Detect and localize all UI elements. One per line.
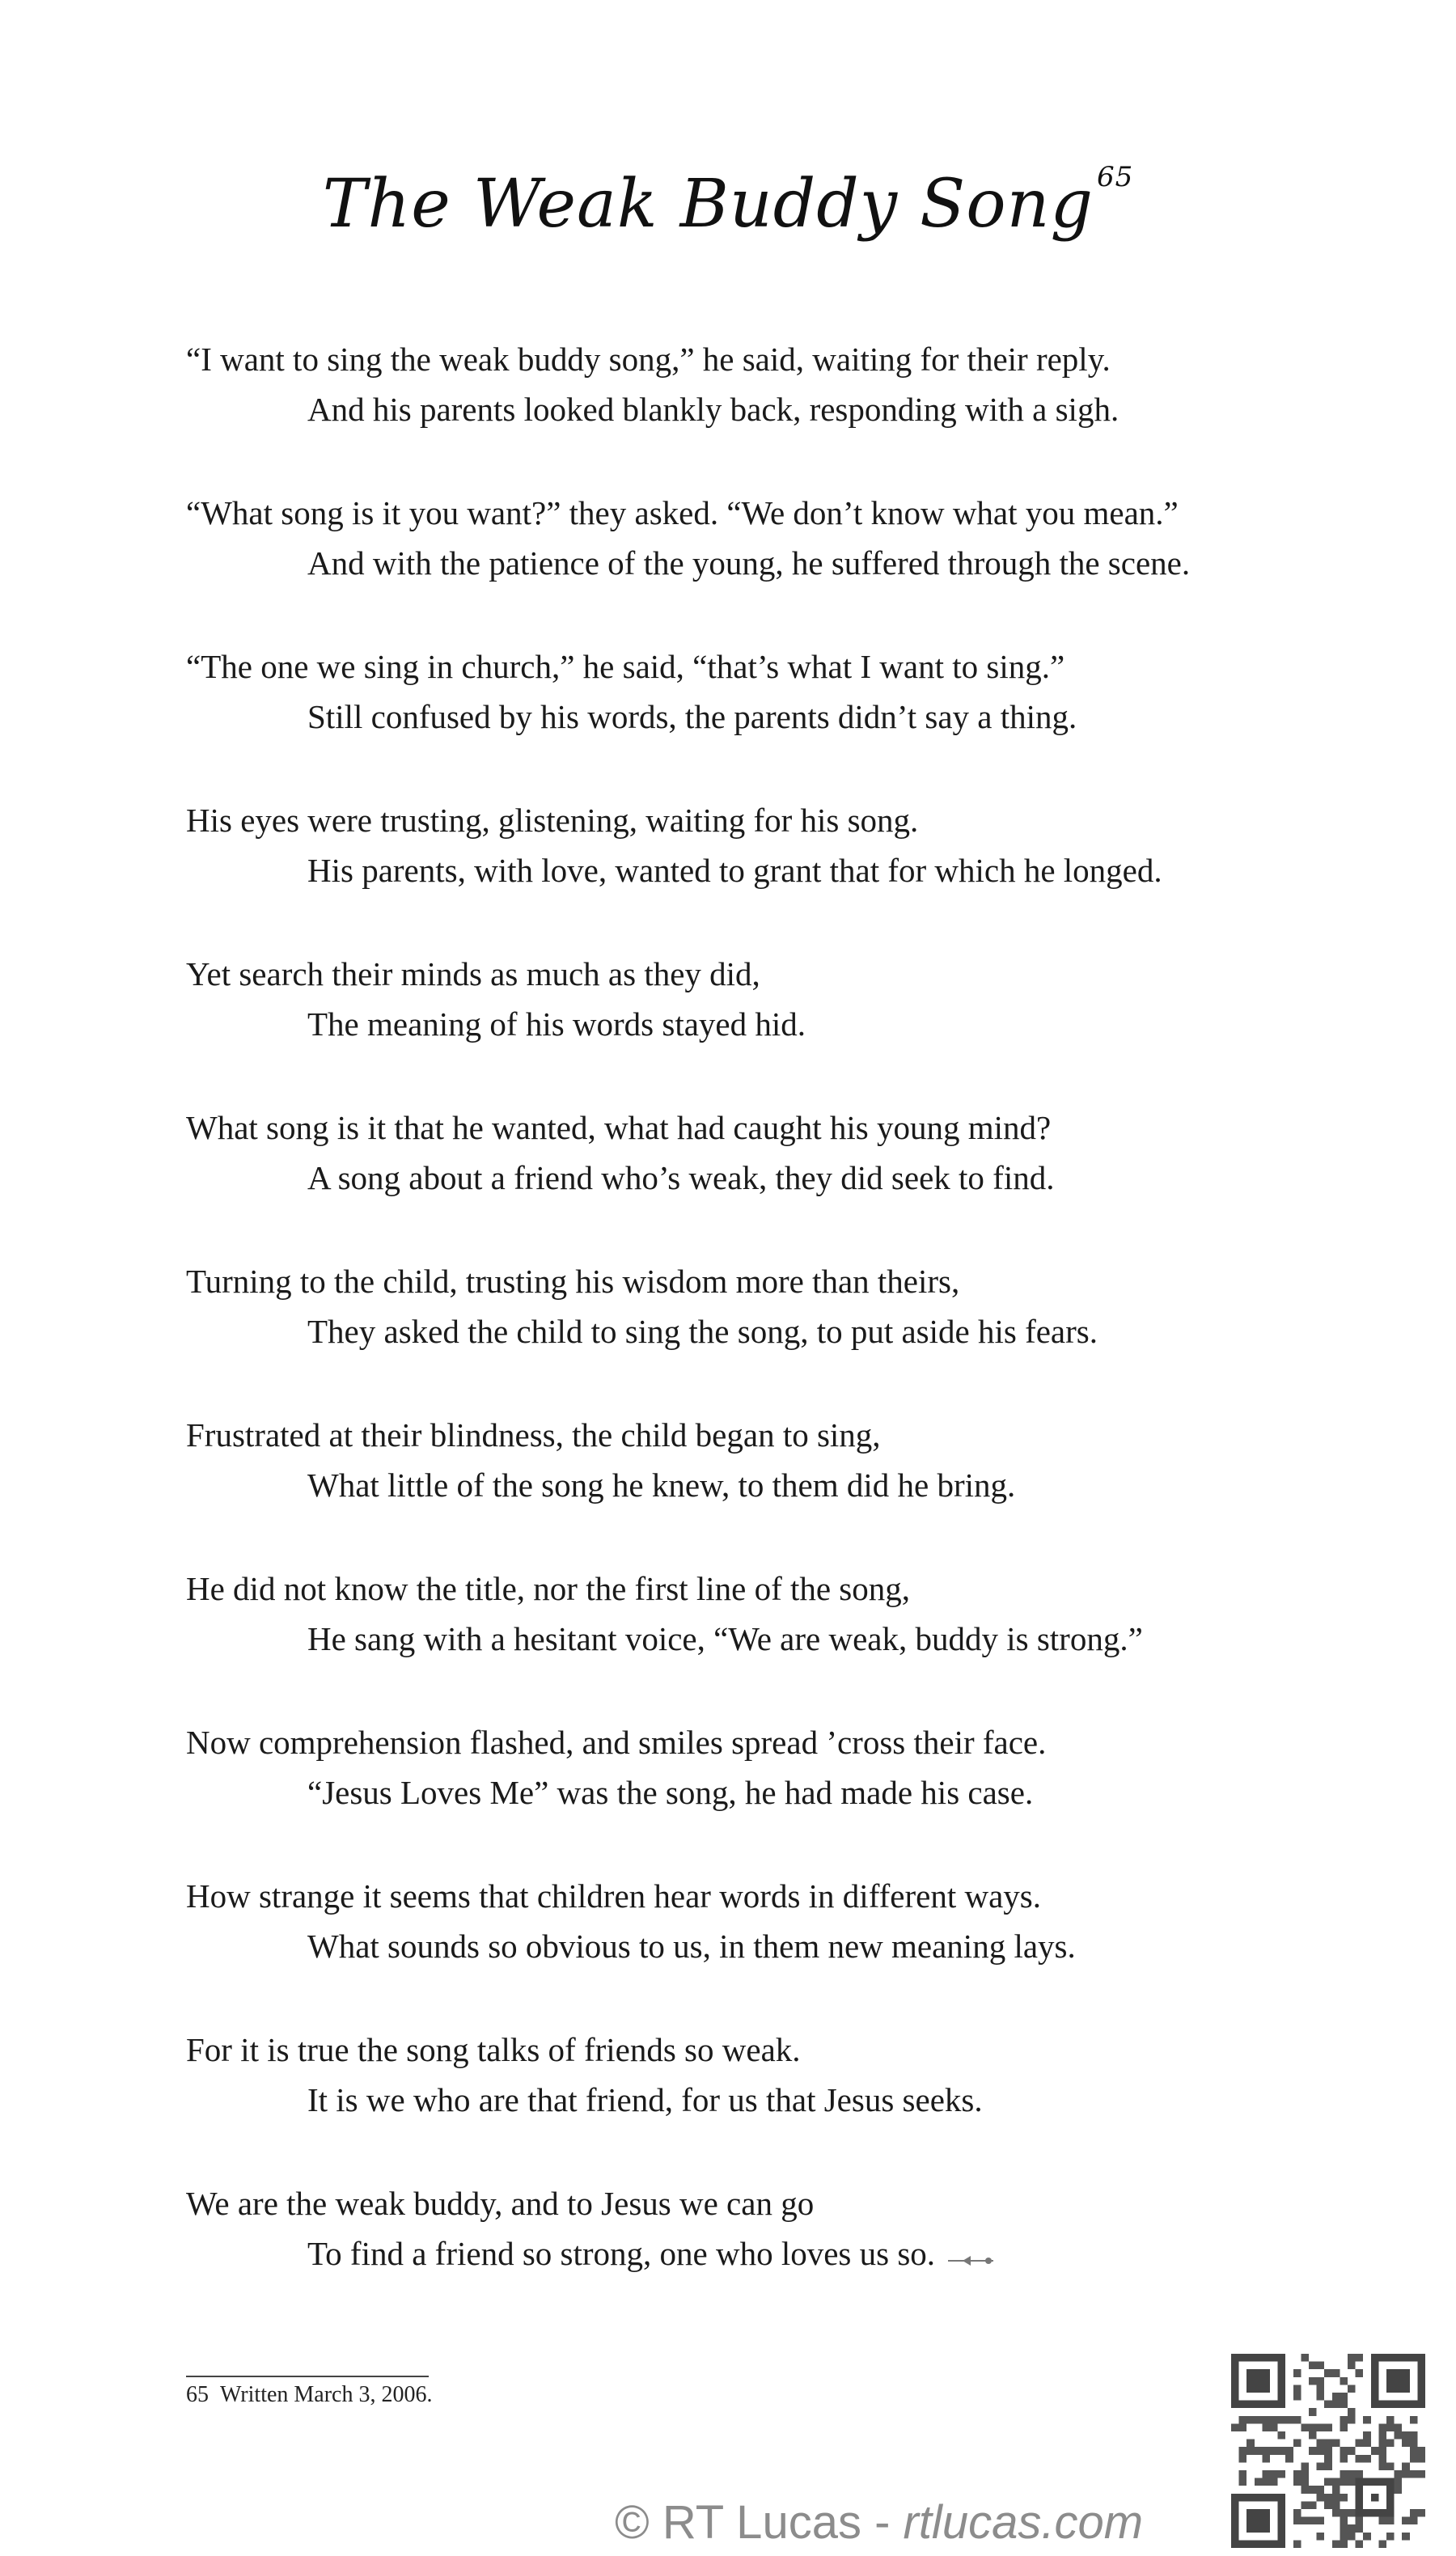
- stanza-line-second-text: They asked the child to sing the song, to put aside his fears.: [307, 1313, 1098, 1350]
- qr-code-icon[interactable]: [1231, 2354, 1425, 2548]
- copyright-notice: [615, 2495, 1143, 2550]
- stanza: [186, 488, 1335, 641]
- stanza-line-first: We are the weak buddy, and to Jesus we can go: [186, 2185, 815, 2222]
- stanza-line-second-text: It is we who are that friend, for us that Jesus seeks.: [307, 2081, 983, 2118]
- stanza-line-second: [186, 1767, 1335, 1818]
- stanza-line-first: His eyes were trusting, glistening, waiting for his song.: [186, 802, 919, 839]
- footnote-text: Written March 3, 2006.: [220, 2382, 433, 2407]
- stanza-line-second: [186, 2228, 1335, 2283]
- stanza-line-first: Frustrated at their blindness, the child began to sing,: [186, 1416, 881, 1454]
- title-footnote-ref: 65: [1096, 161, 1134, 193]
- stanza-line-second-text: To find a friend so strong, one who loves us so.: [307, 2235, 936, 2272]
- stanza-line-second-text: A song about a friend who’s weak, they did seek to find.: [307, 1159, 1055, 1196]
- stanza-line-second: [186, 1921, 1335, 1971]
- stanza: [186, 1871, 1335, 2025]
- stanza: [186, 1410, 1335, 1564]
- stanza-line-second-text: He sang with a hesitant voice, “We are weak, buddy is strong.”: [307, 1620, 1143, 1657]
- stanza: [186, 2178, 1335, 2332]
- stanza-line-second-text: The meaning of his words stayed hid.: [307, 1005, 806, 1043]
- stanza-line-second-text: What sounds so obvious to us, in them new meaning lays.: [307, 1928, 1076, 1965]
- stanza: [186, 2025, 1335, 2178]
- page-title: [0, 161, 1456, 243]
- stanza-line-second-text: And his parents looked blankly back, responding with a sigh.: [307, 391, 1120, 428]
- stanza-line-second: [186, 1306, 1335, 1356]
- footnote-number: 65: [186, 2382, 209, 2407]
- stanza: [186, 1102, 1335, 1256]
- stanza: [186, 795, 1335, 949]
- stanza-line-first: Yet search their minds as much as they did,: [186, 955, 760, 992]
- stanza-line-second: [186, 2075, 1335, 2125]
- footnote-divider: [186, 2376, 429, 2377]
- stanza-line-first: “What song is it you want?” they asked. “We don’t know what you mean.”: [186, 494, 1179, 531]
- stanza-line-first: “The one we sing in church,” he said, “that’s what I want to sing.”: [186, 648, 1065, 685]
- stanza: [186, 1256, 1335, 1410]
- stanza: [186, 949, 1335, 1102]
- stanza-line-second-text: And with the patience of the young, he suffered through the scene.: [307, 544, 1191, 582]
- stanza-line-first: Now comprehension flashed, and smiles spread ’cross their face.: [186, 1724, 1047, 1761]
- stanza: [186, 1564, 1335, 1717]
- title-text: The Weak Buddy Song: [322, 166, 1094, 243]
- stanza-line-second-text: “Jesus Loves Me” was the song, he had made his case.: [307, 1774, 1034, 1811]
- stanza-line-first: Turning to the child, trusting his wisdom more than theirs,: [186, 1263, 960, 1300]
- stanza-line-second: [186, 1460, 1335, 1510]
- stanza-line-first: What song is it that he wanted, what had caught his young mind?: [186, 1109, 1052, 1146]
- stanza-line-second: [186, 384, 1335, 434]
- stanza: [186, 1717, 1335, 1871]
- stanza-line-first: For it is true the song talks of friends so weak.: [186, 2031, 801, 2068]
- stanza: [186, 641, 1335, 795]
- stanza-line-second-text: His parents, with love, wanted to grant that for which he longed.: [307, 852, 1162, 889]
- end-ornament-icon: [946, 2232, 995, 2283]
- stanza-line-second: [186, 1153, 1335, 1203]
- footnote: [186, 2382, 432, 2408]
- stanza-line-second: [186, 845, 1335, 895]
- stanza-line-second-text: What little of the song he knew, to them did he bring.: [307, 1466, 1016, 1504]
- poem: [186, 334, 1335, 2332]
- stanza-line-first: How strange it seems that children hear words in different ways.: [186, 1877, 1041, 1915]
- copyright-site[interactable]: rtlucas.com: [903, 2496, 1144, 2549]
- stanza-line-second: [186, 1614, 1335, 1664]
- stanza-line-second: [186, 538, 1335, 588]
- stanza-line-second: [186, 692, 1335, 742]
- stanza-line-first: “I want to sing the weak buddy song,” he said, waiting for their reply.: [186, 341, 1111, 378]
- stanza: [186, 334, 1335, 488]
- stanza-line-second-text: Still confused by his words, the parents didn’t say a thing.: [307, 698, 1077, 735]
- stanza-line-second: [186, 999, 1335, 1049]
- stanza-line-first: He did not know the title, nor the first line of the song,: [186, 1570, 911, 1607]
- copyright-text: © RT Lucas -: [615, 2496, 904, 2549]
